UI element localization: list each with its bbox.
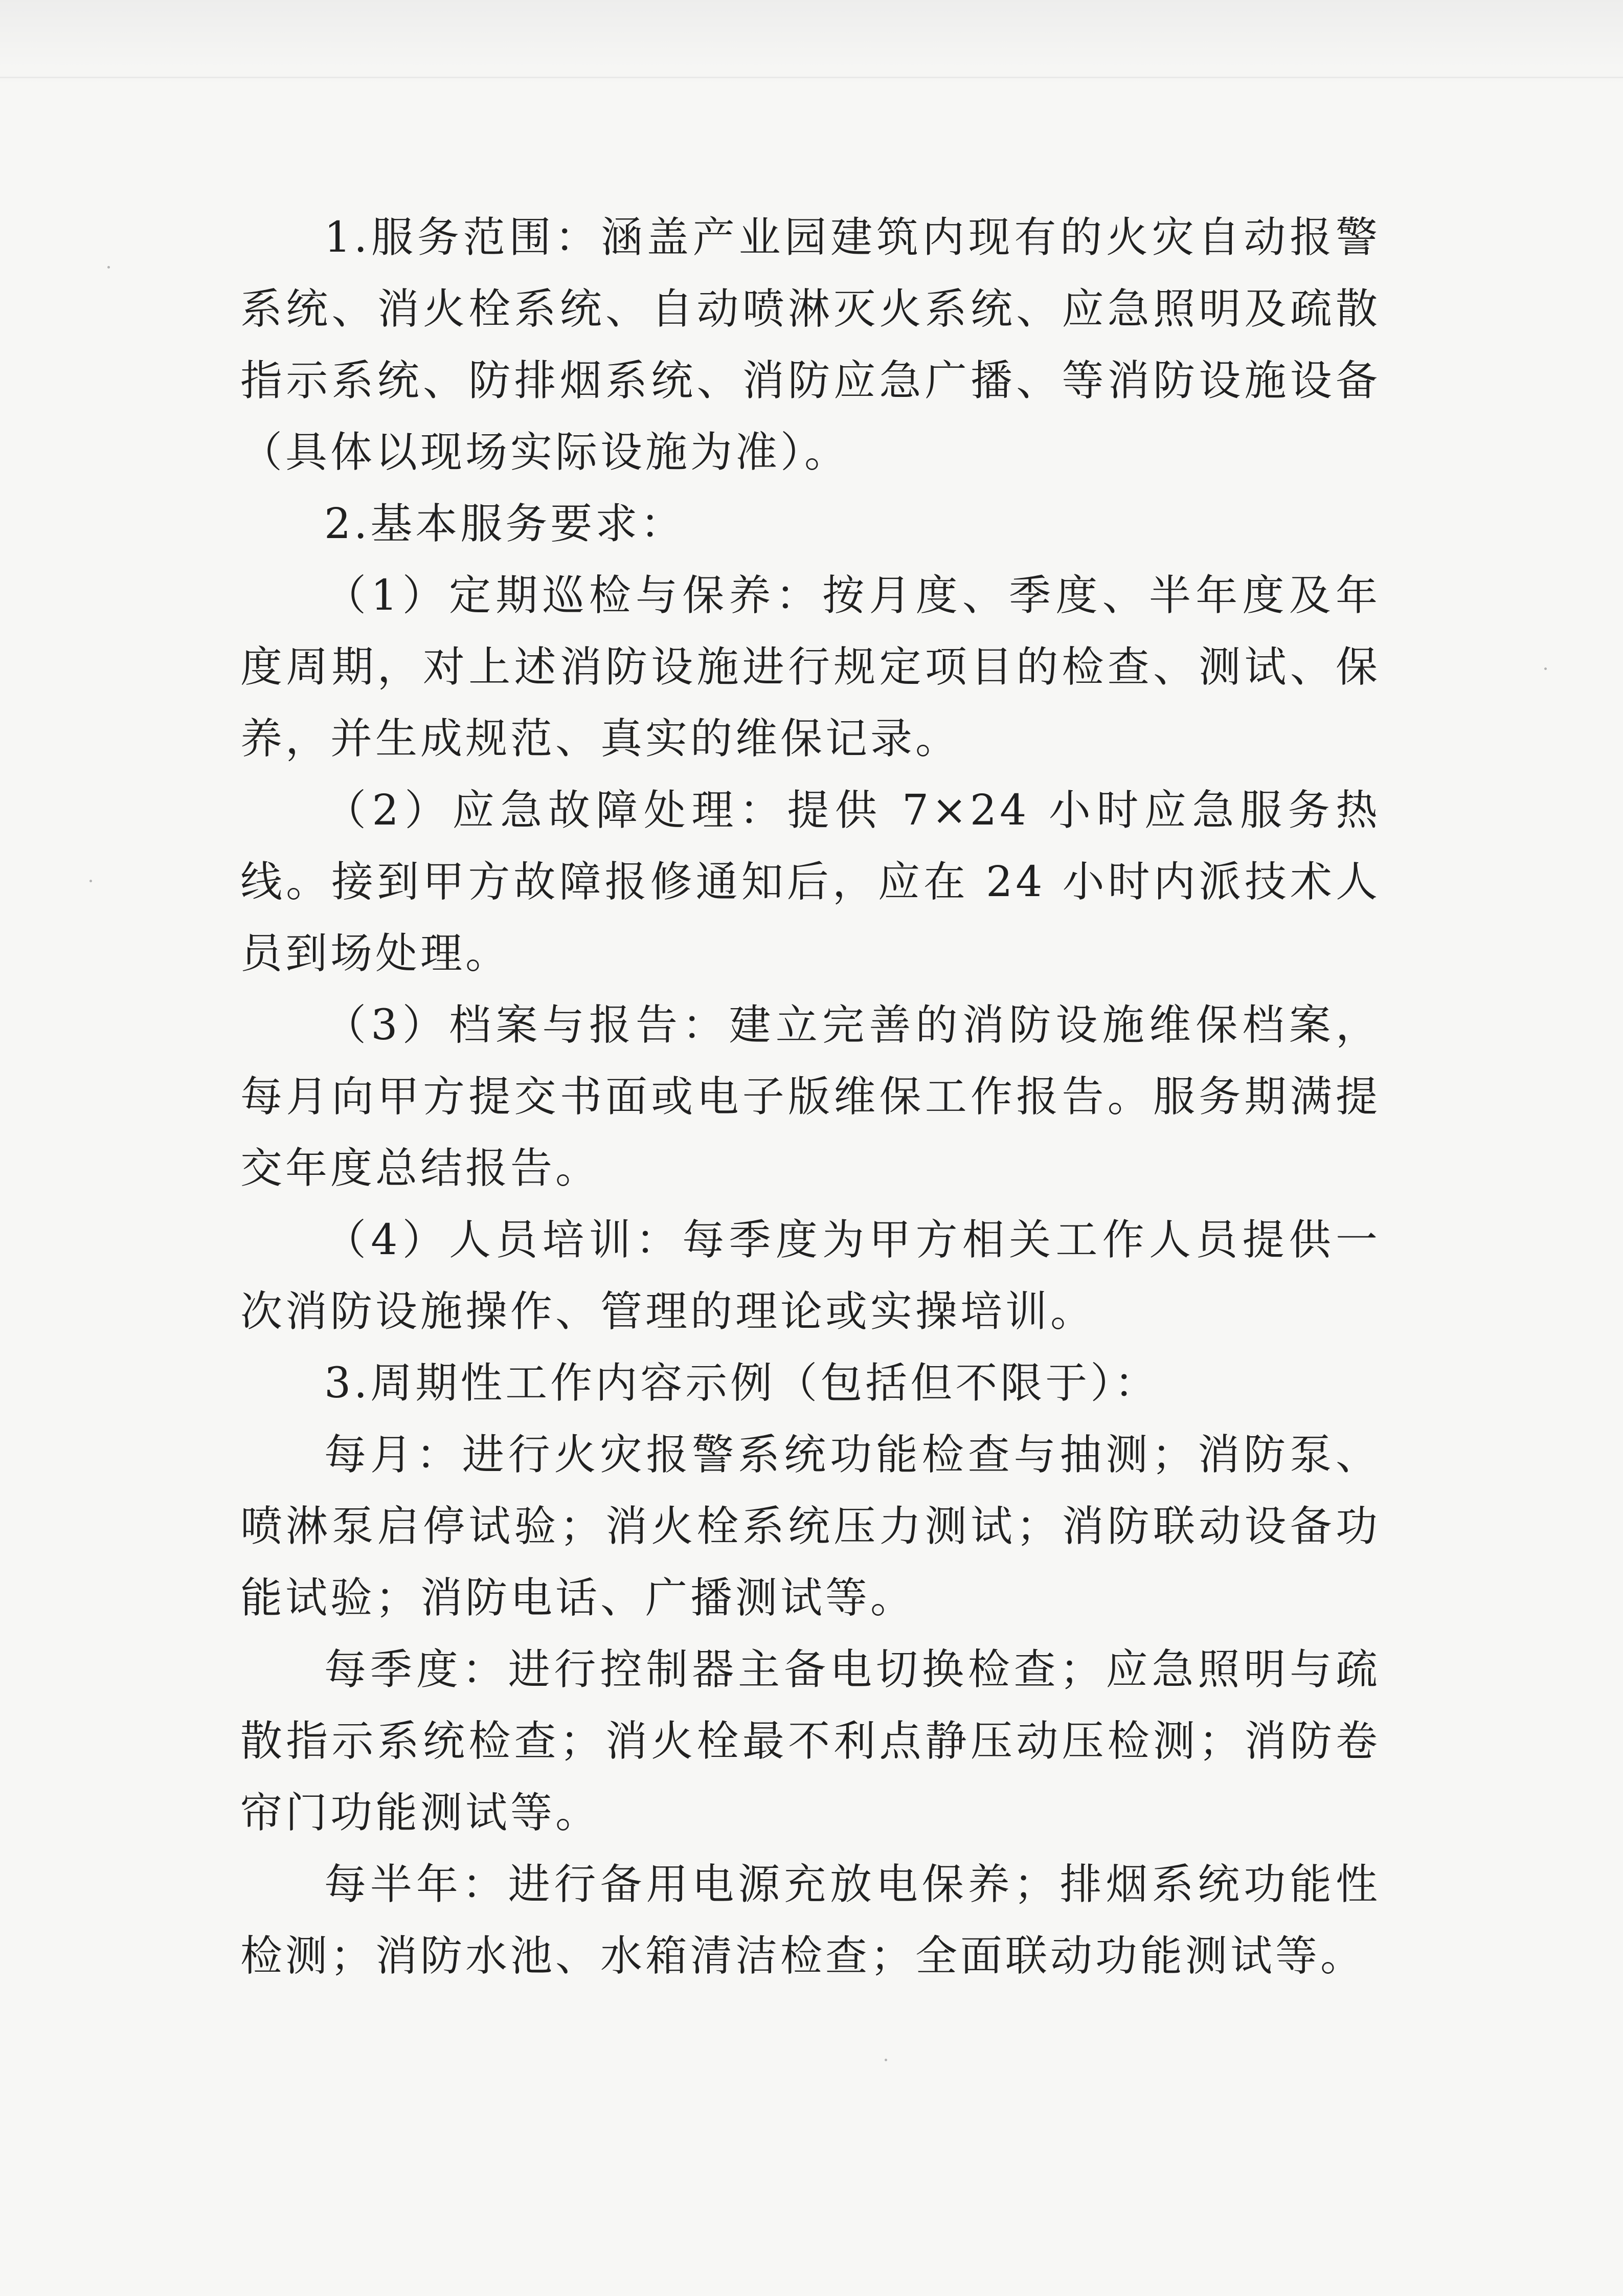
paragraph-semiannual-work: 每半年：进行备用电源充放电保养；排烟系统功能性检测；消防水池、水箱清洁检查；全面联动功能测试等。 [240, 1860, 1381, 1980]
paragraph-basic-requirements-heading: 2.基本服务要求： [324, 500, 686, 548]
scan-shadow [0, 0, 1623, 87]
paragraph-quarterly-work: 每季度：进行控制器主备电切换检查；应急照明与疏散指示系统检查；消火栓最不利点静压动压检测；消防卷帘门功能测试等。 [240, 1645, 1381, 1837]
scan-speck [107, 266, 110, 269]
paragraph-emergency-handling: （2）应急故障处理：提供 7×24 小时应急服务热线。接到甲方故障报修通知后，应在 24 小时内派技术人员到场处理。 [240, 786, 1381, 978]
paragraph-monthly-work: 每月：进行火灾报警系统功能检查与抽测；消防泵、喷淋泵启停试验；消火栓系统压力测试；消防联动设备功能试验；消防电话、广播测试等。 [240, 1431, 1381, 1622]
scan-speck [1544, 667, 1547, 670]
paragraph-periodic-work-heading: 3.周期性工作内容示例（包括但不限于）： [324, 1359, 1160, 1408]
scan-speck [885, 2059, 887, 2061]
document-body [240, 202, 1381, 1992]
paragraph-staff-training: （4）人员培训：每季度为甲方相关工作人员提供一次消防设施操作、管理的理论或实操培训。 [240, 1216, 1381, 1336]
paragraph-service-scope: 1.服务范围：涵盖产业园建筑内现有的火灾自动报警系统、消火栓系统、自动喷淋灭火系统、应急照明及疏散指示系统、防排烟系统、消防应急广播、等消防设施设备（具体以现场实际设施为准）。 [240, 213, 1381, 477]
scan-edge-line [0, 77, 1623, 78]
scan-speck [89, 880, 92, 882]
paragraph-archives-reports: （3）档案与报告：建立完善的消防设施维保档案，每月向甲方提交书面或电子版维保工作报告。服务期满提交年度总结报告。 [240, 1001, 1381, 1193]
paragraph-regular-inspection: （1）定期巡检与保养：按月度、季度、半年度及年度周期，对上述消防设施进行规定项目的检查、测试、保养，并生成规范、真实的维保记录。 [240, 571, 1381, 763]
